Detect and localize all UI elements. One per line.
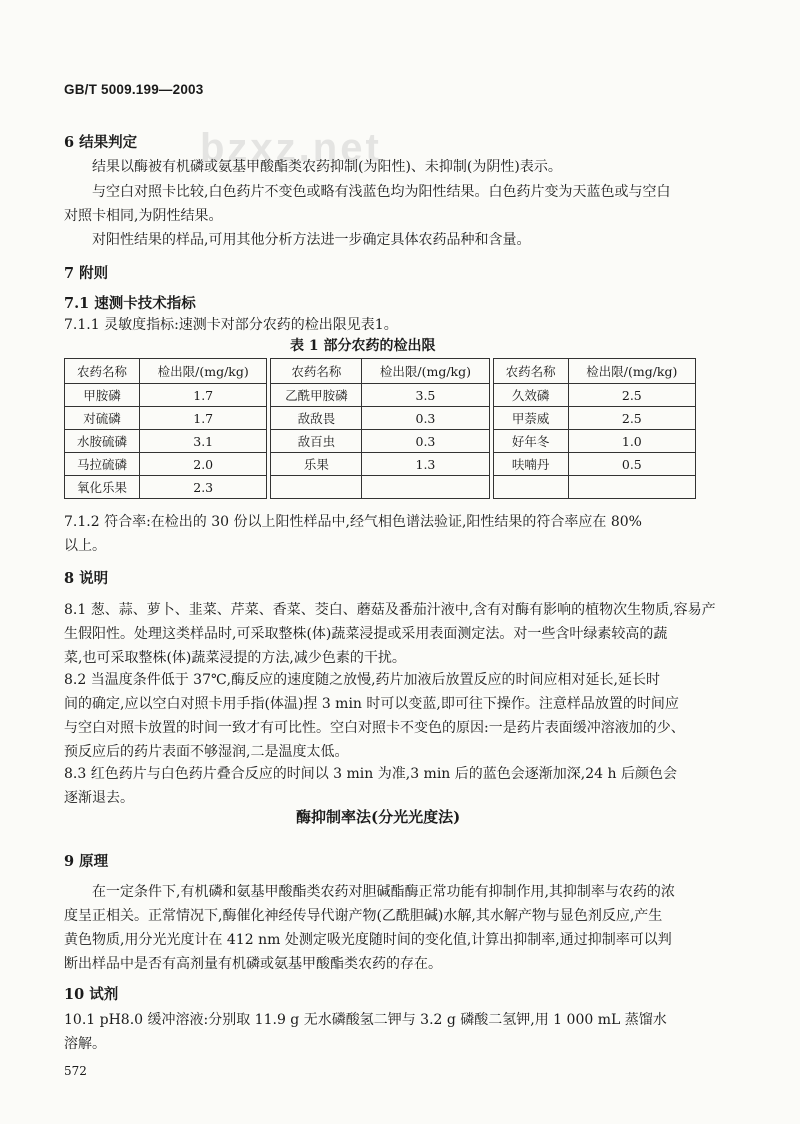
table-cell: 1.0	[568, 430, 695, 453]
table-cell: 乐果	[271, 453, 362, 476]
table-cell	[271, 476, 362, 499]
page-number: 572	[64, 1064, 87, 1078]
section-7-1-1: 7.1.1 灵敏度指标:速测卡对部分农药的检出限见表1。	[64, 317, 398, 333]
table-cell: 对硫磷	[65, 407, 140, 430]
table-header: 检出限/(mg/kg)	[140, 359, 267, 384]
table-cell: 敌敌畏	[271, 407, 362, 430]
method-title: 酶抑制率法(分光光度法)	[296, 808, 461, 826]
section-9-para-3: 黄色物质,用分光光度计在 412 nm 处测定吸光度随时间的变化值,计算出抑制率,通过抑制率可以判	[64, 932, 672, 948]
section-8-2d: 预反应后的药片表面不够湿润,二是温度太低。	[64, 744, 349, 760]
table-cell: 马拉硫磷	[65, 453, 140, 476]
section-7-heading: 7 附则	[64, 265, 109, 282]
table-cell	[568, 476, 695, 499]
section-8-3a: 8.3 红色药片与白色药片叠合反应的时间以 3 min 为准,3 min 后的蓝色会逐渐加深,24 h 后颜色会	[64, 766, 677, 782]
table-cell: 1.7	[140, 384, 267, 407]
table-header: 检出限/(mg/kg)	[362, 359, 489, 384]
section-8-2b: 间的确定,应以空白对照卡用手指(体温)捏 3 min 时可以变蓝,即可往下操作。注意样品放置的时间应	[64, 696, 679, 712]
section-9-para-4: 断出样品中是否有高剂量有机磷或氨基甲酸酯类农药的存在。	[64, 956, 442, 972]
section-10-1b: 溶解。	[64, 1036, 106, 1052]
table-cell: 0.5	[568, 453, 695, 476]
table-cell: 呋喃丹	[493, 453, 568, 476]
table-header-row	[65, 359, 696, 384]
section-7-1-2b: 以上。	[64, 538, 106, 554]
table-cell: 久效磷	[493, 384, 568, 407]
table-cell: 敌百虫	[271, 430, 362, 453]
table-cell	[493, 476, 568, 499]
section-9-para-2: 度呈正相关。正常情况下,酶催化神经传导代谢产物(乙酰胆碱)水解,其水解产物与显色剂反应,产生	[64, 908, 663, 924]
table-cell: 1.3	[362, 453, 489, 476]
table-row	[65, 430, 696, 453]
table-cell: 2.3	[140, 476, 267, 499]
table-row	[65, 384, 696, 407]
table-cell: 2.5	[568, 407, 695, 430]
section-8-1a: 8.1 葱、蒜、萝卜、韭菜、芹菜、香菜、茭白、蘑菇及番茄汁液中,含有对酶有影响的植物次生物质,容易产	[64, 602, 716, 618]
section-9-para-1: 在一定条件下,有机磷和氨基甲酸酯类农药对胆碱酯酶正常功能有抑制作用,其抑制率与农药的浓	[92, 884, 675, 900]
table-header: 农药名称	[65, 359, 140, 384]
table-row	[65, 453, 696, 476]
section-6-para-1: 结果以酶被有机磷或氨基甲酸酯类农药抑制(为阳性)、未抑制(为阴性)表示。	[92, 159, 562, 175]
section-8-2a: 8.2 当温度条件低于 37℃,酶反应的速度随之放慢,药片加液后放置反应的时间应相对延长,延长时	[64, 672, 660, 688]
section-9-heading: 9 原理	[64, 853, 109, 870]
section-7-1-heading: 7.1 速测卡技术指标	[64, 295, 196, 312]
table-row	[65, 476, 696, 499]
table-cell: 2.0	[140, 453, 267, 476]
table-cell	[362, 476, 489, 499]
table-cell: 0.3	[362, 407, 489, 430]
table-cell: 水胺硫磷	[65, 430, 140, 453]
section-10-heading: 10 试剂	[64, 986, 119, 1003]
table-cell: 氧化乐果	[65, 476, 140, 499]
section-8-heading: 8 说明	[64, 570, 109, 587]
section-8-3b: 逐渐退去。	[64, 790, 134, 806]
watermark: bzxz.net	[200, 126, 382, 170]
section-8-1c: 菜,也可采取整株(体)蔬菜浸提的方法,减少色素的干扰。	[64, 650, 406, 666]
section-6-para-2b: 对照卡相同,为阴性结果。	[64, 208, 223, 224]
table-cell: 2.5	[568, 384, 695, 407]
section-6-para-2a: 与空白对照卡比较,白色药片不变色或略有浅蓝色均为阳性结果。白色药片变为天蓝色或与空白	[92, 184, 671, 200]
table-header: 检出限/(mg/kg)	[568, 359, 695, 384]
table-cell: 甲萘威	[493, 407, 568, 430]
section-8-2c: 与空白对照卡放置的时间一致才有可比性。空白对照卡不变色的原因:一是药片表面缓冲溶液加的少、	[64, 720, 685, 736]
standard-header: GB/T 5009.199—2003	[64, 82, 204, 97]
detection-limit-table	[64, 358, 696, 499]
section-6-heading: 6 结果判定	[64, 134, 138, 151]
section-7-1-2a: 7.1.2 符合率:在检出的 30 份以上阳性样品中,经气相色谱法验证,阳性结果的符合率应在 80%	[64, 514, 642, 530]
table-header: 农药名称	[493, 359, 568, 384]
table-cell: 好年冬	[493, 430, 568, 453]
table-cell: 0.3	[362, 430, 489, 453]
section-8-1b: 生假阳性。处理这类样品时,可采取整株(体)蔬菜浸提或采用表面测定法。对一些含叶绿素较高的蔬	[64, 626, 668, 642]
table-header: 农药名称	[271, 359, 362, 384]
table-cell: 1.7	[140, 407, 267, 430]
section-6-para-3: 对阳性结果的样品,可用其他分析方法进一步确定具体农药品种和含量。	[92, 232, 531, 248]
table-title: 表 1 部分农药的检出限	[290, 338, 436, 354]
table-cell: 3.5	[362, 384, 489, 407]
table-cell: 3.1	[140, 430, 267, 453]
table-row	[65, 407, 696, 430]
table-cell: 甲胺磷	[65, 384, 140, 407]
table-cell: 乙酰甲胺磷	[271, 384, 362, 407]
section-10-1a: 10.1 pH8.0 缓冲溶液:分别取 11.9 g 无水磷酸氢二钾与 3.2 g 磷酸二氢钾,用 1 000 mL 蒸馏水	[64, 1012, 667, 1028]
